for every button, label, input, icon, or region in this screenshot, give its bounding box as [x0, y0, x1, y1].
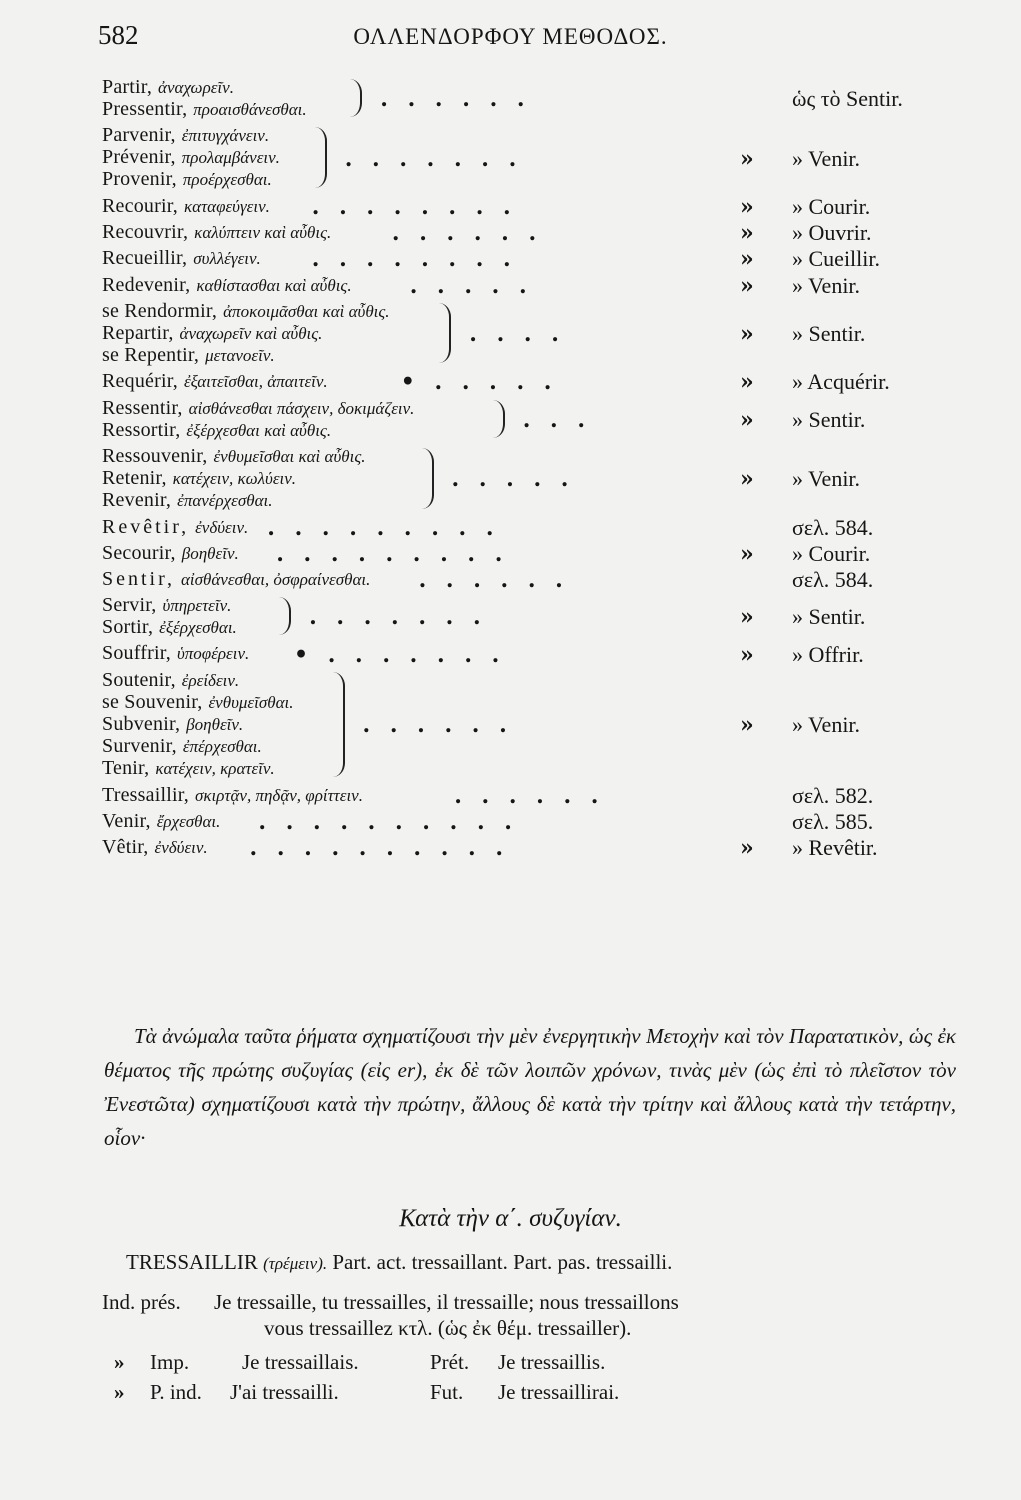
verb-entry	[0, 124, 1021, 195]
verb-form	[102, 735, 262, 758]
verb-form	[102, 397, 414, 420]
grouping-brace	[439, 303, 451, 364]
ditto-mark: »	[740, 145, 754, 172]
verb-form	[102, 642, 249, 665]
verb-entry	[0, 274, 1021, 300]
verb-form	[102, 221, 331, 244]
greek-gloss: καλύπτειν καὶ αὖθις.	[194, 223, 332, 243]
imp-forms: Je tressaillais.	[242, 1350, 359, 1374]
conjugation-reference: σελ. 584.	[792, 566, 874, 592]
french-verb: se Rendormir,	[102, 299, 218, 322]
imp-row	[114, 1350, 606, 1375]
ditto-mark: »	[740, 406, 754, 433]
verb-form	[102, 98, 307, 121]
imp-mark: »	[114, 1350, 125, 1374]
greek-gloss: ἐπέρχεσθαι.	[182, 736, 262, 756]
greek-gloss: ὑπηρετεῖν.	[162, 596, 232, 616]
verb-form	[102, 467, 296, 490]
french-verb: Subvenir,	[102, 712, 181, 735]
french-verb: Recouvrir,	[102, 221, 189, 244]
verb-line	[0, 300, 1021, 322]
ind-pres-label: Ind. prés.	[102, 1290, 181, 1314]
ditto-mark: »	[740, 835, 754, 862]
leader-dots: • . . . . .	[400, 369, 558, 396]
verb-entry	[0, 836, 1021, 862]
french-verb: Revêtir,	[102, 515, 190, 538]
ditto-mark: »	[740, 272, 754, 299]
verb-line	[0, 168, 1021, 190]
verb-line	[0, 445, 1021, 467]
greek-gloss: ἐνδύειν.	[195, 517, 249, 537]
greek-gloss: ἐξέρχεσθαι.	[159, 618, 237, 638]
greek-gloss: ἀναχωρεῖν καὶ αὖθις.	[179, 323, 323, 343]
conjugation-reference: » Venir.	[792, 466, 861, 492]
p-ind-row	[114, 1380, 620, 1405]
verb-name: TRESSAILLIR	[126, 1250, 258, 1274]
greek-gloss: αἰσθάνεσθαι, ὀσφραίνεσθαι.	[180, 569, 371, 589]
french-verb: Ressortir,	[102, 418, 181, 441]
greek-gloss: ἀποκοιμᾶσθαι καὶ αὖθις.	[223, 301, 390, 321]
leader-dots: . . . . . .	[362, 712, 513, 739]
conjugation-reference: » Venir.	[792, 712, 861, 738]
greek-gloss: ὑποφέρειν.	[176, 644, 250, 664]
ind-pres-forms: Je tressaille, tu tressailles, il tressaille; nous tressaillons	[213, 1290, 679, 1314]
verb-form	[102, 247, 261, 270]
conjugation-reference: » Offrir.	[792, 641, 864, 667]
french-verb: Ressouvenir,	[102, 444, 208, 467]
french-verb: Partir,	[102, 76, 153, 98]
verb-entry	[0, 784, 1021, 810]
conjugation-reference: » Revêtir.	[792, 835, 878, 861]
verb-form	[102, 300, 390, 323]
greek-gloss: ἐπιτυγχάνειν.	[181, 126, 270, 146]
leader-dots: . . . . . . . .	[311, 246, 517, 273]
leader-dots: . . . . . .	[418, 566, 569, 593]
conjugation-reference: σελ. 585.	[792, 808, 874, 834]
verb-entry	[0, 669, 1021, 784]
verb-entry	[0, 195, 1021, 221]
verb-form	[102, 616, 237, 639]
verb-line	[0, 124, 1021, 146]
french-verb: Retenir,	[102, 466, 167, 489]
verb-form	[102, 76, 234, 99]
leader-dots: . . . . .	[451, 466, 575, 493]
greek-gloss: βοηθεῖν.	[186, 714, 244, 734]
leader-dots: . . . .	[469, 321, 565, 348]
greek-gloss: ἐξαιτεῖσθαι, ἀπαιτεῖν.	[183, 372, 328, 392]
verb-form	[102, 445, 365, 468]
greek-gloss: καθίστασθαι καὶ αὖθις.	[196, 275, 352, 295]
pret-forms: Je tressaillis.	[498, 1350, 606, 1374]
leader-dots: . . . . . . . . .	[276, 540, 509, 567]
ditto-mark: »	[740, 641, 754, 668]
ditto-mark: »	[740, 220, 754, 247]
leader-dots: . . . . . . . .	[311, 194, 517, 221]
ditto-mark: »	[740, 246, 754, 273]
leader-dots: . . . . . . .	[344, 145, 523, 172]
verb-form	[102, 691, 293, 714]
p-ind-label: P. ind.	[150, 1380, 202, 1404]
grouping-brace	[315, 127, 327, 188]
leader-dots: . . .	[522, 406, 591, 433]
french-verb: Recueillir,	[102, 247, 188, 270]
verb-gloss: (τρέμειν).	[263, 1254, 328, 1273]
greek-gloss: αἰσθάνεσθαι πάσχειν, δοκιμάζειν.	[188, 398, 415, 418]
verb-entry	[0, 397, 1021, 445]
verb-form	[102, 195, 270, 218]
fut-label: Fut.	[430, 1380, 464, 1404]
ditto-mark: »	[740, 466, 754, 493]
ditto-mark: »	[740, 604, 754, 631]
leader-dots: . . . . . . . . . .	[258, 808, 518, 835]
page-header	[0, 16, 1021, 60]
verb-form	[102, 810, 220, 833]
french-verb: Ressentir,	[102, 396, 183, 419]
french-verb: Recourir,	[102, 194, 178, 217]
greek-gloss: βοηθεῖν.	[181, 543, 239, 563]
verb-form	[102, 168, 272, 191]
french-verb: Vêtir,	[102, 836, 149, 859]
conjugation-reference: » Sentir.	[792, 406, 866, 432]
verb-form	[102, 146, 280, 169]
greek-gloss: κατέχειν, κωλύειν.	[172, 468, 297, 488]
conjugation-reference: » Acquérir.	[792, 369, 890, 395]
verb-line	[0, 344, 1021, 366]
conjugation-reference: » Sentir.	[792, 321, 866, 347]
verb-entry	[0, 516, 1021, 542]
french-verb: Soutenir,	[102, 668, 176, 691]
verb-entry	[0, 810, 1021, 836]
ditto-mark: »	[740, 194, 754, 221]
conjugation-heading: Κατὰ τὴν α΄. συζυγίαν.	[399, 1205, 622, 1232]
verb-form	[102, 419, 331, 442]
greek-gloss: προαισθάνεσθαι.	[193, 100, 307, 119]
verb-form	[102, 516, 248, 539]
p-ind-forms: J'ai tressailli.	[230, 1380, 339, 1404]
french-verb: Sortir,	[102, 616, 154, 639]
french-verb: Provenir,	[102, 168, 177, 191]
verb-form	[102, 784, 363, 807]
leader-dots: . . . . .	[409, 272, 533, 299]
verb-entry	[0, 445, 1021, 516]
ditto-mark: »	[740, 540, 754, 567]
conjugation-reference: » Courir.	[792, 540, 871, 566]
grouping-brace	[333, 672, 345, 777]
verb-form	[102, 713, 243, 736]
ind-pres-forms-cont: vous tressaillez κτλ. (ὡς ἐκ θέμ. tressailler).	[264, 1316, 632, 1340]
french-verb: Redevenir,	[102, 273, 191, 296]
french-verb: Pressentir,	[102, 98, 188, 120]
verb-form	[102, 322, 322, 345]
greek-gloss: ἐρείδειν.	[181, 670, 240, 690]
french-verb: se Souvenir,	[102, 690, 203, 713]
leader-dots: . . . . . .	[454, 782, 605, 809]
leader-dots: . . . . . . . . .	[267, 514, 500, 541]
greek-gloss: ἐξέρχεσθαι καὶ αὖθις.	[186, 420, 332, 440]
verb-line	[0, 669, 1021, 691]
french-verb: Survenir,	[102, 734, 177, 757]
verb-entry	[0, 247, 1021, 273]
french-verb: Servir,	[102, 594, 157, 617]
verb-entry	[0, 642, 1021, 668]
french-verb: se Repentir,	[102, 343, 200, 366]
verb-form	[102, 124, 269, 147]
conjugation-reference: » Cueillir.	[792, 246, 880, 272]
imp-label: Imp.	[150, 1350, 190, 1374]
french-verb: Sentir,	[102, 567, 175, 590]
leader-dots: . . . . . .	[380, 86, 531, 113]
greek-gloss: μετανοεῖν.	[205, 345, 275, 365]
verb-line	[0, 397, 1021, 419]
verb-form	[102, 757, 275, 780]
french-verb: Venir,	[102, 809, 151, 832]
greek-gloss: ἐπανέρχεσθαι.	[177, 490, 273, 510]
ind-pres-row-cont	[264, 1316, 631, 1341]
leader-dots: . . . . . . . . . .	[249, 835, 510, 862]
verb-line	[0, 757, 1021, 779]
conjugation-reference: » Ouvrir.	[792, 220, 872, 246]
conjugation-reference: » Venir.	[792, 145, 861, 171]
ind-pres-row	[102, 1290, 679, 1315]
verb-entry	[0, 370, 1021, 396]
greek-gloss: προέρχεσθαι.	[182, 170, 272, 190]
grouping-brace	[422, 448, 434, 509]
verb-header-row	[126, 1250, 672, 1275]
page-number: 582	[98, 20, 139, 50]
greek-gloss: ἐνθυμεῖσθαι.	[208, 692, 294, 712]
verb-line	[0, 691, 1021, 713]
french-verb: Prévenir,	[102, 146, 176, 169]
running-title: ΟΛΛΕΝΔΟΡΦΟΥ ΜΕΘΟΔΟΣ.	[353, 24, 668, 49]
greek-gloss: καταφεύγειν.	[183, 196, 270, 216]
greek-gloss: ἐνθυμεῖσθαι καὶ αὖθις.	[213, 446, 366, 466]
french-verb: Requérir,	[102, 370, 178, 393]
conjugation-reference: » Courir.	[792, 194, 871, 220]
verb-form	[102, 836, 208, 859]
verb-form	[102, 344, 275, 367]
verb-entry	[0, 300, 1021, 371]
verb-line	[0, 489, 1021, 511]
verb-entry	[0, 594, 1021, 642]
verb-entry	[0, 542, 1021, 568]
conjugation-reference: » Sentir.	[792, 604, 866, 630]
verb-form	[102, 542, 239, 565]
p-ind-mark: »	[114, 1380, 125, 1404]
participles: Part. act. tressaillant. Part. pas. tressailli.	[332, 1250, 673, 1274]
greek-gloss: ἔρχεσθαι.	[156, 811, 221, 831]
conjugation-reference: σελ. 584.	[792, 514, 874, 540]
french-verb: Parvenir,	[102, 124, 176, 147]
verb-form	[102, 370, 328, 393]
french-verb: Souffrir,	[102, 642, 171, 665]
verb-list	[0, 76, 1021, 862]
greek-gloss: συλλέγειν.	[193, 249, 261, 269]
french-verb: Tressaillir,	[102, 783, 189, 806]
verb-form	[102, 669, 239, 692]
french-verb: Tenir,	[102, 756, 150, 779]
fut-forms: Je tressaillirai.	[498, 1380, 620, 1404]
pret-label: Prét.	[430, 1350, 470, 1374]
greek-gloss: προλαμβάνειν.	[181, 148, 280, 168]
ditto-mark: »	[740, 712, 754, 739]
french-verb: Repartir,	[102, 321, 174, 344]
explanatory-paragraph: Τὰ ἀνώμαλα ταῦτα ῥήματα σχηματίζουσι τὴν μὲν ἐνεργητικὴν Μετοχὴν καὶ τὸν Παρατατικὸν, ὡς ἐκ θέματος τῆς πρώτης συζυγίας (εἰς er), ἐκ δὲ τῶν λοιπῶν χρόνων, τινὰς μὲν (ὡς ἐπὶ τὸ πλεῖστον τὸν Ἐνεστῶτα) σχηματίζουσι κατὰ τὴν πρώτην, ἄλλους δὲ κατὰ τὴν τρίτην καὶ ἄλλους κατὰ τὴν τετάρτην, οἷον·	[104, 1024, 956, 1150]
verb-entry	[0, 568, 1021, 594]
leader-dots: . . . . . . .	[309, 604, 487, 631]
french-verb: Secourir,	[102, 541, 176, 564]
greek-gloss: ἀναχωρεῖν.	[158, 78, 234, 97]
verb-line	[0, 419, 1021, 441]
greek-gloss: ἐνδύειν.	[154, 838, 208, 858]
french-verb: Revenir,	[102, 488, 172, 511]
verb-form	[102, 568, 370, 591]
verb-form	[102, 489, 272, 512]
verb-form	[102, 274, 352, 297]
greek-gloss: κατέχειν, κρατεῖν.	[155, 758, 275, 778]
leader-dots: • . . . . . . .	[294, 641, 506, 668]
ditto-mark: »	[740, 321, 754, 348]
greek-gloss: σκιρτᾷν, πηδᾷν, φρίττειν.	[194, 785, 363, 805]
conjugation-reference: σελ. 582.	[792, 782, 874, 808]
verb-entry	[0, 76, 1021, 124]
conjugation-reference: ὡς τὸ Sentir.	[792, 86, 903, 112]
ditto-mark: »	[740, 369, 754, 396]
verb-form	[102, 594, 231, 617]
conjugation-reference: » Venir.	[792, 272, 861, 298]
verb-entry	[0, 221, 1021, 247]
leader-dots: . . . . . .	[391, 220, 543, 247]
